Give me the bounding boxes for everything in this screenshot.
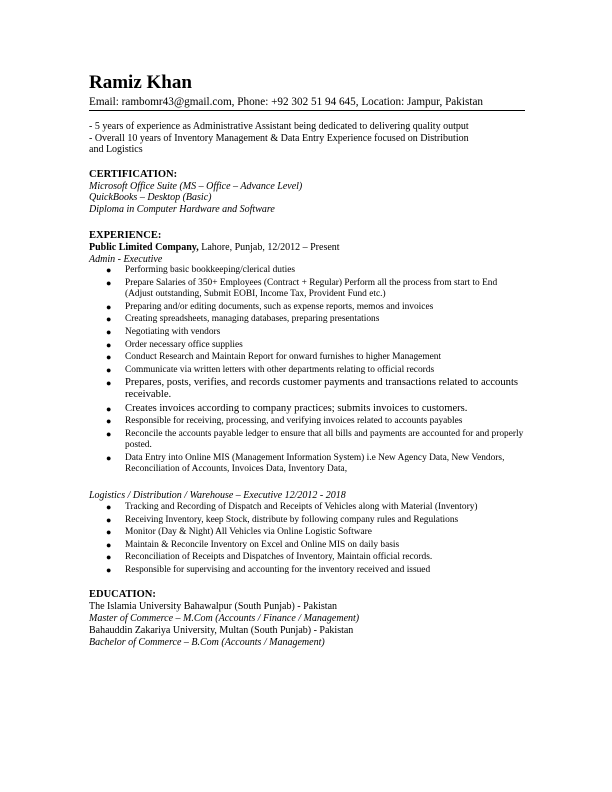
bullet-icon: ● [106, 326, 112, 337]
bullet-icon: ● [106, 416, 112, 427]
bullet-icon: ● [106, 527, 112, 538]
job1-role: Admin - Executive [89, 253, 163, 265]
list-item: ● Tracking and Recording of Dispatch and Receipts of Vehicles along with Material (Inventory) [106, 502, 478, 513]
list-item: ● Maintain & Reconcile Inventory on Excel and Online MIS on daily basis [106, 539, 400, 550]
job2-duties [89, 502, 525, 576]
list-item: ● Creates invoices according to company practices; submits invoices to customers. [106, 402, 468, 414]
list-item: ● Prepare Salaries of 350+ Employees (Contract + Regular) Perform all the process from start to End (Adjust outstanding, Submit EOBI, Income Tax, Provident Fund etc.) [106, 278, 498, 300]
bullet-icon: ● [106, 378, 112, 389]
experience-heading: EXPERIENCE: [89, 229, 162, 241]
education-line: The Islamia University Bahawalpur (South Punjab) - Pakistan [89, 601, 338, 613]
list-item: ● Monitor (Day & Night) All Vehicles via Online Logistic Software [106, 527, 372, 538]
bullet-icon: ● [106, 539, 112, 550]
bullet-icon: ● [106, 278, 112, 289]
list-item: ● Reconcile the accounts payable ledger to ensure that all bills and payments are accounted for and properly posted. [106, 428, 524, 451]
list-item: ● Communicate via written letters with other departments relating to official records [106, 364, 435, 375]
certification-item: Microsoft Office Suite (MS – Office – Advance Level) [89, 180, 303, 192]
summary-line: and Logistics [89, 144, 143, 155]
bullet-icon: ● [106, 403, 112, 414]
list-item: ● Data Entry into Online MIS (Management Information System) i.e New Agency Data, New Vendors, Reconciliation of Accounts, Invoices Data, Inventory Data, [106, 452, 505, 474]
candidate-name: Ramiz Khan [89, 72, 192, 93]
education-heading: EDUCATION: [89, 589, 156, 601]
bullet-icon: ● [106, 265, 112, 276]
list-item: ● Negotiating with vendors [106, 326, 221, 337]
job1-details: Lahore, Punjab, 12/2012 – Present [198, 241, 340, 253]
bullet-icon: ● [106, 301, 112, 312]
education-line: Bahauddin Zakariya University, Multan (South Punjab) - Pakistan [89, 624, 354, 636]
list-item: ● Responsible for receiving, processing, and verifying invoices related to accounts payables [106, 416, 463, 427]
job2-role: Logistics / Distribution / Warehouse – Executive 12/2012 - 2018 [89, 490, 346, 502]
list-item: ● Responsible for supervising and accounting for the inventory received and issued [106, 565, 431, 576]
summary-line: - Overall 10 years of Inventory Management & Data Entry Experience focused on Distribution [89, 132, 469, 144]
list-item: ● Conduct Research and Maintain Report for onward furnishes to higher Management [106, 352, 442, 363]
list-item: ● Receiving Inventory, keep Stock, distribute by following company rules and Regulations [106, 514, 459, 525]
list-item: ● Preparing and/or editing documents, such as expense reports, memos and invoices [106, 301, 434, 312]
summary-line: - 5 years of experience as Administrative Assistant being dedicated to delivering quality output [89, 121, 469, 132]
bullet-icon: ● [106, 452, 112, 463]
list-item: ● Creating spreadsheets, managing databases, preparing presentations [106, 314, 380, 325]
list-item: ● Reconciliation of Receipts and Dispatches of Inventory, Maintain official records. [106, 552, 433, 563]
job1-duties [89, 265, 525, 474]
list-item: ● Order necessary office supplies [106, 339, 243, 350]
resume-page [89, 72, 525, 648]
certification-item: Diploma in Computer Hardware and Software [89, 204, 275, 216]
job1-header [89, 242, 525, 254]
bullet-icon: ● [106, 364, 112, 375]
list-item: ● Performing basic bookkeeping/clerical duties [106, 265, 295, 276]
bullet-icon: ● [106, 428, 112, 439]
spacer [89, 476, 525, 490]
job1-company: Public Limited Company, [89, 241, 199, 253]
bullet-icon: ● [106, 339, 112, 350]
list-item: ● Prepares, posts, verifies, and records customer payments and transactions related to accounts receivable. [106, 377, 519, 401]
bullet-icon: ● [106, 352, 112, 363]
education-line: Master of Commerce – M.Com (Accounts / Finance / Management) [89, 612, 360, 624]
bullet-icon: ● [106, 552, 112, 563]
summary [89, 121, 525, 156]
education-line: Bachelor of Commerce – B.Com (Accounts / Management) [89, 636, 325, 648]
bullet-icon: ● [106, 314, 112, 325]
bullet-icon: ● [106, 502, 112, 513]
contact-line: Email: rambomr43@gmail.com, Phone: +92 302 51 94 645, Location: Jampur, Pakistan [89, 96, 525, 111]
bullet-icon: ● [106, 565, 112, 576]
certification-heading: CERTIFICATION: [89, 168, 178, 180]
certification-item: QuickBooks – Desktop (Basic) [89, 192, 212, 204]
bullet-icon: ● [106, 514, 112, 525]
